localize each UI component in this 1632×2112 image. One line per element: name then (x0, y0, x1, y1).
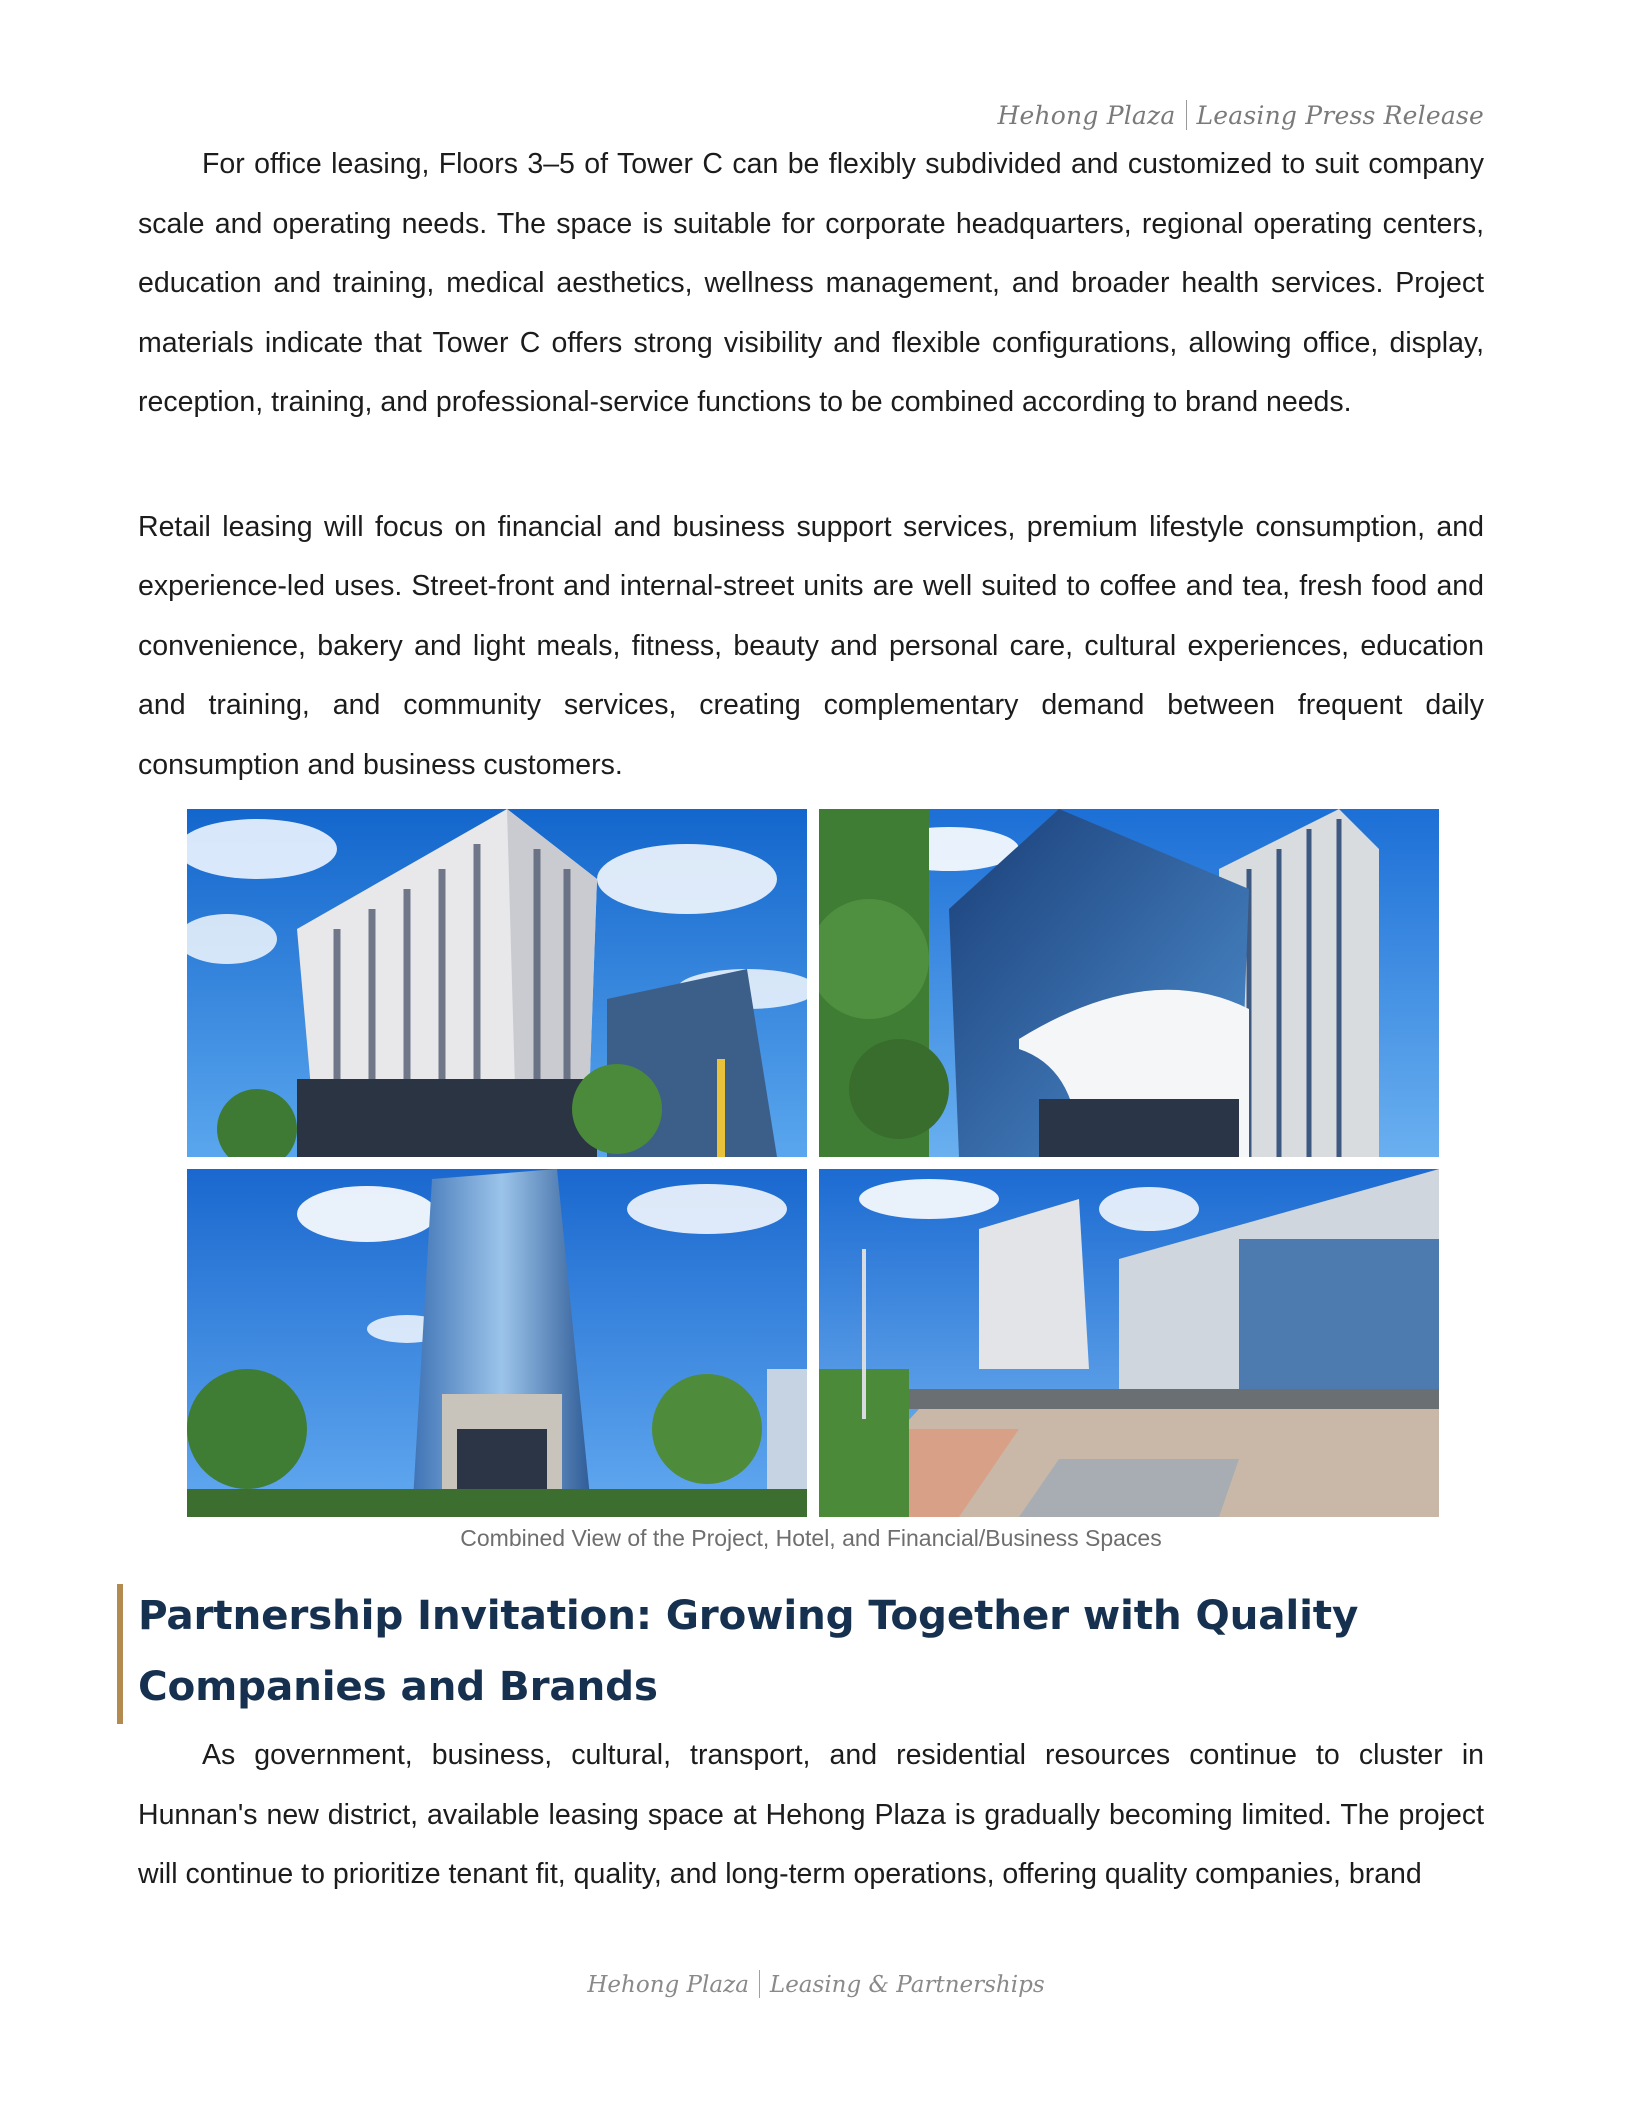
page-header (998, 100, 1485, 130)
partnership-section (138, 1580, 1484, 1722)
footer-project-name: Hehong Plaza (587, 1972, 749, 1998)
photo-tower-grid-facade (187, 809, 807, 1157)
footer-section-name: Leasing & Partnerships (769, 1972, 1045, 1998)
section-heading: Partnership Invitation: Growing Together with Quality Companies and Brands (138, 1591, 1359, 1710)
photo-bank-plaza (819, 1169, 1439, 1517)
photo-caption: Combined View of the Project, Hotel, and Financial/Business Spaces (460, 1525, 1162, 1551)
retail-leasing-paragraph: Retail leasing will focus on financial and business support services, premium lifestyle consumption, and experience-led uses. Street-front and internal-street units are well suited to coffee and tea, fresh food and convenience, bakery and light meals, fitness, beauty and personal care, cultural experiences, education and training, and community services, creating complementary demand between frequent daily consumption and business customers. (138, 510, 1484, 781)
photo-crystal-hotel (819, 809, 1439, 1157)
photo-grid (187, 809, 1437, 1517)
header-divider (1186, 100, 1187, 130)
heading-accent-bar (117, 1584, 123, 1724)
office-leasing-paragraph: For office leasing, Floors 3–5 of Tower C can be flexibly subdivided and customized to suit company scale and operating needs. The space is suitable for corporate headquarters, regional operating centers, education and training, medical aesthetics, wellness management, and broader health services. Project materials indicate that Tower C offers strong visibility and flexible configurations, allowing office, display, reception, training, and professional-service functions to be combined according to brand needs. (138, 148, 1484, 418)
header-project-name: Hehong Plaza (997, 101, 1176, 130)
footer-divider (759, 1970, 760, 1998)
header-document-type: Leasing Press Release (1196, 101, 1484, 130)
photo-financial-center-tower (187, 1169, 807, 1517)
partnership-paragraph: As government, business, cultural, transport, and residential resources continue to cluster in Hunnan's new district, available leasing space at Hehong Plaza is gradually becoming limited. The project will continue to prioritize tenant fit, quality, and long-term operations, offering quality companies, brand (138, 1739, 1484, 1890)
page-footer (0, 1970, 1632, 1998)
page-content (138, 135, 1484, 1905)
